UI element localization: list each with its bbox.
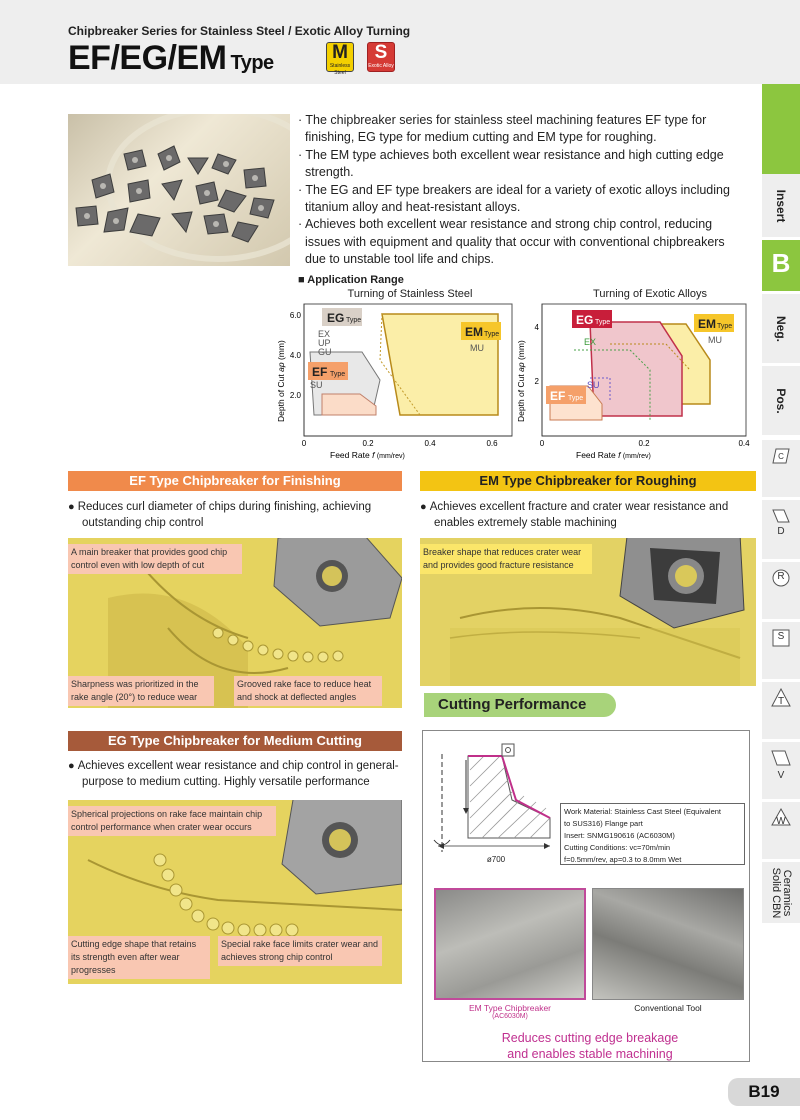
tab-neg-label: Neg.	[774, 315, 788, 342]
ef-label-r: EF	[550, 389, 566, 403]
eg-type-label-r: Type	[595, 319, 611, 326]
badge-s-sub: Exotic Alloy	[368, 63, 394, 69]
inserts-illustration	[68, 114, 290, 266]
tab-t-label: T	[777, 696, 785, 707]
tab-b[interactable]	[762, 240, 800, 292]
left-x-tick-0: 0	[301, 439, 307, 448]
tab-pos-label: Pos.	[774, 387, 788, 414]
em-result-photo	[434, 888, 586, 1000]
eg-insert-image	[282, 800, 402, 894]
condition-line-3: Insert: SNMG190616 (AC6030M)	[564, 831, 675, 840]
tab-ceramics-cbn[interactable]	[762, 862, 800, 924]
eg-type-label: Type	[346, 317, 362, 324]
em-callout-breaker-shape: Breaker shape that reduces crater wear and provides good fracture resistance	[420, 544, 592, 574]
footer-line-2: and enables stable machining	[507, 1047, 673, 1061]
su-label-r: SU	[587, 380, 600, 390]
tab-insert-label: Insert	[774, 189, 788, 222]
tab-c[interactable]	[762, 440, 800, 498]
em-result-caption-2: (AC6030M)	[492, 1013, 528, 1020]
tab-t[interactable]	[762, 682, 800, 740]
tab-d-label: D	[777, 526, 785, 537]
left-y-tick-2: 6.0	[289, 311, 301, 320]
ef-bullet: ● Reduces curl diameter of chips during finishing, achieving outstanding chip control	[68, 499, 404, 531]
tab-r[interactable]	[762, 562, 800, 620]
cutting-conditions	[560, 803, 745, 865]
right-x-tick-1: 0.2	[638, 439, 650, 448]
tab-w-label: W	[776, 816, 786, 827]
ef-section-title: EF Type Chipbreaker for Finishing	[68, 471, 402, 491]
condition-line-1: Work Material: Stainless Cast Steel (Equivalent	[564, 807, 722, 816]
intro-point-1: · The chipbreaker series for stainless steel machining features EF type for finishing, EG type for medium cutting and EM type for roughing.	[298, 113, 707, 145]
tab-w[interactable]	[762, 802, 800, 860]
intro-point-4: · Achieves both excellent wear resistance and strong chip control, reducing issues with equipment and quality that occur with conventional chipbreakers due to unstable tool life and chips.	[298, 217, 725, 267]
eg-callout-rake-face: Special rake face limits crater wear and achieves strong chip control	[218, 936, 382, 966]
stainless-steel-badge	[326, 42, 354, 76]
footer-line-1: Reduces cutting edge breakage	[501, 1031, 679, 1045]
tab-strip-top	[762, 84, 800, 174]
right-chart-caption: Turning of Exotic Alloys	[593, 288, 707, 300]
eg-label-r: EG	[576, 313, 594, 327]
badge-m-sub: Stainless Steel	[329, 63, 351, 76]
intro-text	[298, 112, 743, 269]
ex-label-r: EX	[584, 337, 597, 347]
cutting-performance-footer	[440, 1030, 740, 1062]
tab-r-label: R	[777, 571, 785, 582]
tab-d[interactable]	[762, 500, 800, 560]
eg-callout-spherical: Spherical projections on rake face maintain chip control performance when crater wear occurs	[68, 806, 276, 836]
em-result-caption-1: EM Type Chipbreaker	[468, 1003, 552, 1013]
right-x-tick-0: 0	[539, 439, 545, 448]
ef-type-label-r: Type	[568, 395, 584, 402]
eg-callout-cutting-edge: Cutting edge shape that retains its strength even after wear progresses	[68, 936, 210, 979]
gu-label: GU	[318, 347, 332, 357]
tab-ceramics-text: Ceramics	[781, 869, 793, 916]
condition-line-2: to SUS316) Flange part	[564, 819, 643, 828]
exotic-alloys-range-chart	[510, 300, 758, 462]
right-x-tick-2: 0.4	[738, 439, 750, 448]
ef-label: EF	[312, 365, 328, 379]
em-type-label-r: Type	[717, 323, 733, 330]
stainless-steel-range-chart	[270, 300, 520, 462]
workpiece-diagram	[430, 740, 560, 870]
em-section-title: EM Type Chipbreaker for Roughing	[420, 471, 756, 491]
tab-neg[interactable]	[762, 294, 800, 364]
left-x-tick-1: 0.2	[362, 439, 374, 448]
page-title	[68, 40, 274, 81]
page-number: B19	[728, 1078, 800, 1106]
ef-callout-main-breaker: A main breaker that provides good chip control even with low depth of cut	[68, 544, 242, 574]
tab-v[interactable]	[762, 742, 800, 800]
title-suffix: Type	[230, 52, 274, 74]
tab-ceramics-label	[770, 867, 792, 918]
rhombus-55-icon	[771, 506, 791, 526]
right-y-tick-1: 4	[534, 323, 539, 332]
left-y-tick-1: 4.0	[289, 351, 301, 360]
right-y-tick-0: 2	[534, 377, 539, 386]
conventional-result-photo	[592, 888, 744, 1000]
page-supertitle: Chipbreaker Series for Stainless Steel / Exotic Alloy Turning	[68, 24, 411, 38]
rhombus-35-icon	[771, 748, 791, 768]
inserts-photo	[68, 114, 290, 266]
eg-illustration	[68, 800, 402, 984]
tab-cbn-text: Solid CBN	[770, 867, 782, 918]
up-label: UP	[318, 338, 331, 348]
su-label: SU	[310, 380, 323, 390]
left-chart-caption: Turning of Stainless Steel	[347, 288, 473, 300]
tab-b-label: B	[771, 248, 791, 278]
badge-s-letter: S	[374, 42, 388, 63]
mu-label-r: MU	[708, 335, 722, 345]
condition-line-5: f=0.5mm/rev, ap=0.3 to 8.0mm Wet	[564, 855, 682, 864]
intro-point-3: · The EG and EF type breakers are ideal for a variety of exotic alloys including titanium alloy and heat-resistant alloys.	[298, 182, 730, 215]
tab-v-label: V	[777, 770, 785, 781]
right-x-label: Feed Rate f (mm/rev)	[576, 450, 651, 460]
left-x-label: Feed Rate f (mm/rev)	[330, 450, 405, 460]
mu-label: MU	[470, 343, 484, 353]
diameter-label: ø700	[486, 855, 506, 864]
eg-label: EG	[327, 311, 345, 325]
tab-s[interactable]	[762, 622, 800, 680]
left-x-tick-2: 0.4	[424, 439, 436, 448]
title-main: EF/EG/EM	[68, 39, 227, 77]
eg-range-r	[590, 322, 682, 416]
em-label: EM	[465, 325, 483, 339]
eg-section-title: EG Type Chipbreaker for Medium Cutting	[68, 731, 402, 751]
em-type-label: Type	[484, 331, 500, 338]
ex-label: EX	[318, 329, 331, 339]
badge-m-letter: M	[332, 42, 348, 63]
cutting-performance-title: Cutting Performance	[424, 693, 616, 717]
exotic-alloy-badge	[367, 42, 395, 72]
svg-text:C: C	[778, 452, 784, 461]
left-y-label: Depth of Cut ap (mm)	[276, 340, 286, 422]
application-range-title: ■ Application Range	[298, 274, 404, 286]
ef-illustration	[68, 538, 402, 708]
ef-callout-grooved: Grooved rake face to reduce heat and shock at deflected angles	[234, 676, 382, 706]
em-bullet: ● Achieves excellent fracture and crater wear resistance and enables extremely stable machining	[420, 499, 756, 531]
em-result-caption	[434, 1003, 586, 1020]
rhombus-80-icon	[771, 446, 791, 466]
condition-line-4: Cutting Conditions: vc=70m/min	[564, 843, 671, 852]
em-illustration	[420, 538, 756, 686]
ef-callout-sharpness: Sharpness was prioritized in the rake angle (20°) to reduce wear	[68, 676, 214, 706]
ef-type-label: Type	[330, 371, 346, 378]
intro-point-2: · The EM type achieves both excellent wear resistance and high cutting edge strength.	[298, 147, 724, 180]
em-label-r: EM	[698, 317, 716, 331]
eg-bullet: ● Achieves excellent wear resistance and chip control in general-purpose to medium cutting. Highly versatile performance	[68, 758, 404, 790]
right-y-label: Depth of Cut ap (mm)	[516, 340, 526, 422]
conventional-result-caption: Conventional Tool	[634, 1003, 702, 1013]
left-y-tick-0: 2.0	[289, 391, 301, 400]
left-x-tick-3: 0.6	[486, 439, 498, 448]
tab-pos[interactable]	[762, 366, 800, 436]
tab-s-label: S	[777, 631, 785, 642]
tab-insert[interactable]	[762, 174, 800, 238]
